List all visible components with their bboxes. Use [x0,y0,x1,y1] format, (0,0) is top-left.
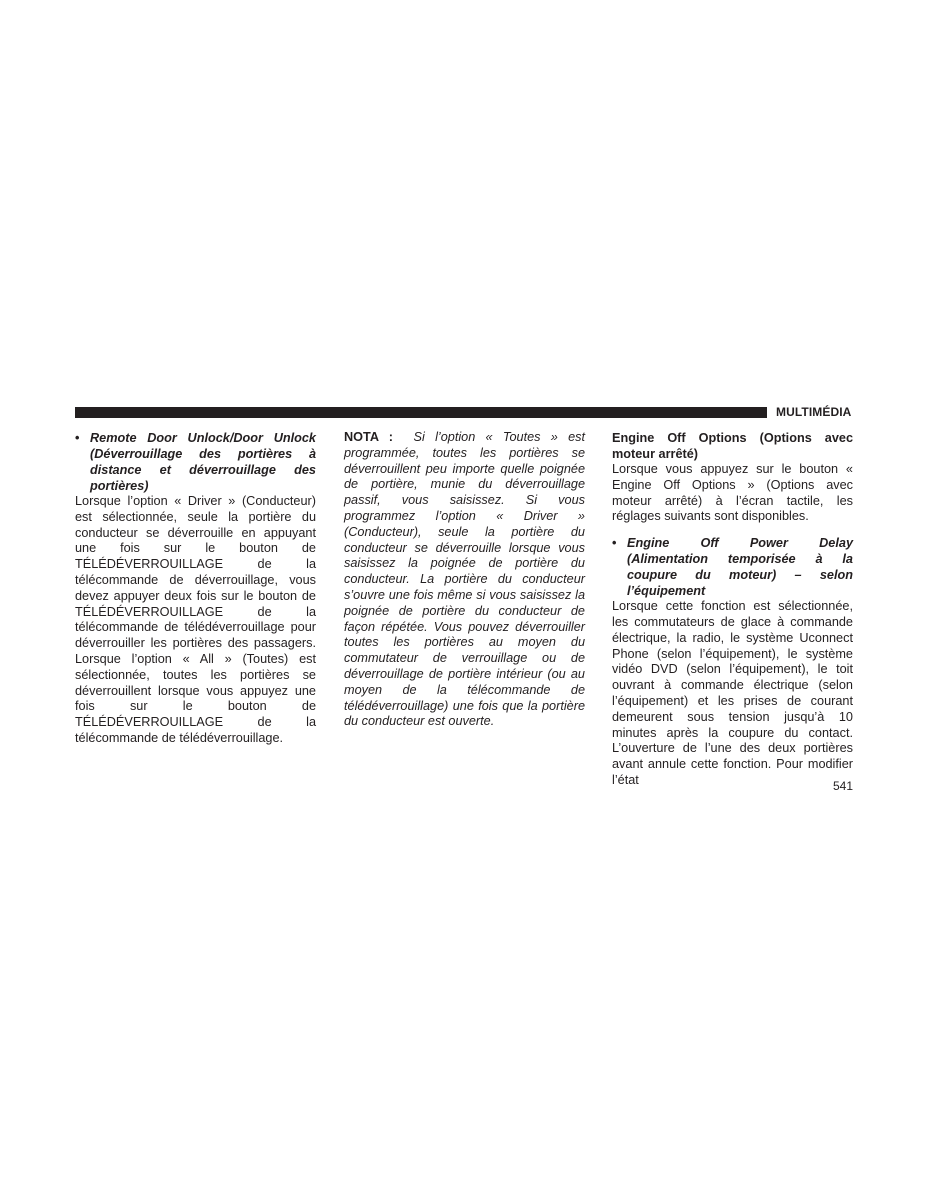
note-text: Si l’option « Toutes » est programmée, toutes les portières se déverrouillent peu importe quelle poignée de portière, munie du déverrouillage passif, vous saisissez. Si vous programmez l’option « Driver » (Conducteur), seule la portière du conducteur se déverrouille lorsque vous saisissez la poignée de portière du conducteur. La portière du conducteur s’ouvre une fois même si vous saisissez la poignée de portière du conducteur de façon répétée. Vous pouvez déverrouiller toutes les portières au moyen du commutateur de verrouillage ou de déverrouillage de portière intérieur (ou au moyen de la télécommande de télédéverrouillage) une fois que la portière du conducteur est ouverte. [344,430,585,729]
column-middle [344,430,585,730]
bullet-heading-remote-door-unlock [75,430,316,494]
bullet-marker: • [75,431,80,445]
bullet-heading-text: Remote Door Unlock/Door Unlock (Déverrouillage des portières à distance et déverrouillage des portières) [90,431,316,493]
page-number: 541 [833,779,854,793]
paragraph-remote-door-unlock: Lorsque l’option « Driver » (Conducteur) est sélectionnée, seule la portière du conducteur se déverrouille en appuyant une fois sur le bouton de TÉLÉDÉVERROUILLAGE de la télécommande de déverrouillage, vous devez appuyer deux fois sur le bouton de TÉLÉDÉVERROUILLAGE de la télécommande de télédéverrouillage pour déverrouiller les portières des passagers. Lorsque l’option « All » (Toutes) est sélectionnée, toutes les portières se déverrouillent lorsque vous appuyez une fois sur le bouton de TÉLÉDÉVERROUILLAGE de la télécommande de télédéverrouillage. [75,494,316,745]
note-paragraph [344,430,585,730]
column-left [75,430,316,747]
section-title: MULTIMÉDIA [776,405,852,419]
bullet-heading-engine-off-power-delay [612,535,853,599]
note-label: NOTA : [344,430,394,444]
column-right [612,430,853,789]
bullet-heading-text: Engine Off Power Delay (Alimentation temporisée à la coupure du moteur) – selon l’équipement [627,536,853,599]
spacer [612,525,853,535]
header-rule [75,407,767,418]
bullet-marker: • [612,536,617,551]
paragraph-engine-off-intro: Lorsque vous appuyez sur le bouton « Engine Off Options » (Options avec moteur arrêté) à l’écran tactile, les réglages suivants sont disponibles. [612,462,853,524]
paragraph-engine-off-power-delay: Lorsque cette fonction est sélectionnée, les commutateurs de glace à commande électrique, la radio, le système Uconnect Phone (selon l’équipement), le système vidéo DVD (selon l’équipement), le toit ouvrant à commande électrique (selon l’équipement) et les prises de courant demeurent sous tension jusqu’à 10 minutes après la coupure du contact. L’ouverture de l’une des deux portières avant annule cette fonction. Pour modifier l’état [612,599,853,787]
heading-engine-off-options: Engine Off Options (Options avec moteur arrêté) [612,431,853,461]
